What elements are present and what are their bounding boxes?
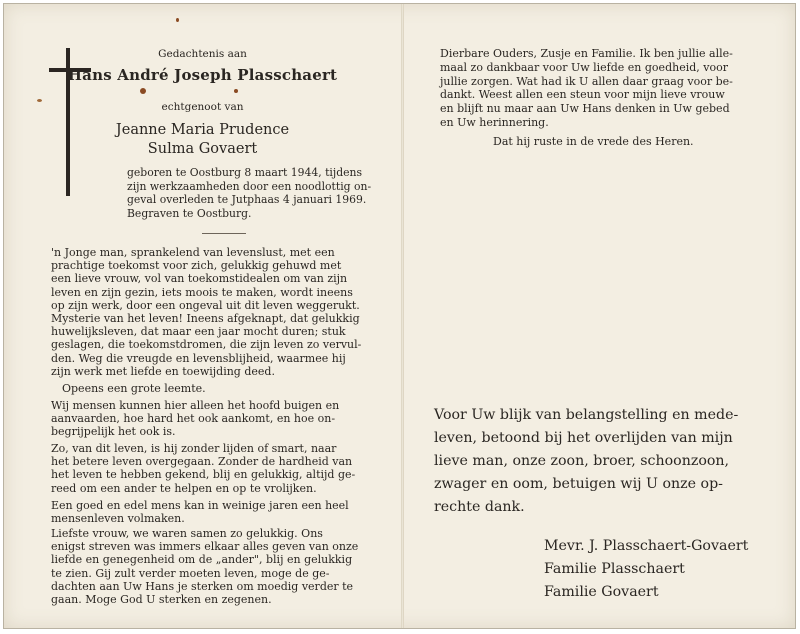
left-page [4, 4, 401, 628]
thanks-line: lieve man, onze zoon, broer, schoonzoon, [434, 453, 730, 469]
message-line: dankt. Weest allen een steun voor mijn lieve vrouw [440, 88, 725, 102]
paper-speck [140, 88, 146, 94]
text-line: Liefste vrouw, we waren samen zo gelukkig. Ons [51, 527, 323, 540]
text-line: 'n Jonge man, sprankelend van levenslust, met een [51, 246, 335, 259]
message-line: en Uw herinnering. [440, 115, 549, 129]
text-paragraph-2 [62, 382, 206, 395]
thanks-message [434, 404, 738, 519]
heading: Gedachtenis aan [158, 48, 247, 60]
biography-line: geval overleden te Jutphaas 4 januari 1969. [127, 193, 367, 206]
text-line: gaan. Moge God U sterken en zegenen. [51, 593, 272, 607]
text-line: Opeens een grote leemte. [62, 382, 206, 395]
text-paragraph-4 [51, 442, 355, 495]
text-paragraph-6 [51, 527, 358, 606]
text-line: enigst streven was immers elkaar alles geven van onze [51, 540, 359, 554]
text-line: te zien. Gij zult verder moeten leven, moge de ge- [51, 566, 330, 580]
text-line: op zijn werk, door een ongeval uit dit leven weggerukt. [51, 298, 360, 312]
right-page [404, 4, 797, 628]
text-line: het betere leven overgegaan. Zonder de hardheid van [51, 455, 353, 469]
rest-line: Dat hij ruste in de vrede des Heren. [493, 135, 694, 148]
text-paragraph-5 [51, 499, 349, 525]
spouse-name-line2: Sulma Govaert [147, 141, 258, 157]
text-line: een lieve vrouw, vol van toekomstidealen om van zijn [51, 272, 348, 286]
signature-line: Familie Plasschaert [544, 561, 685, 577]
biography-line: geboren te Oostburg 8 maart 1944, tijdens [127, 166, 363, 179]
text-line: begrijpelijk het ook is. [51, 425, 176, 439]
text-line: geslagen, die toekomstdromen, die zijn leven zo vervul- [51, 338, 362, 352]
text-line: den. Weg die vreugde en levensblijheid, waarmee hij [51, 351, 346, 365]
deceased-name: Hans André Joseph Plasschaert [67, 66, 338, 84]
message-line: Dierbare Ouders, Zusje en Familie. Ik ben jullie alle- [440, 47, 733, 60]
message-line: maal zo dankbaar voor Uw liefde en goedheid, voor [440, 60, 728, 74]
thanks-line: Voor Uw blijk van belangstelling en mede- [434, 407, 739, 423]
text-paragraph-1 [51, 246, 361, 378]
text-line: liefde en genegenheid om de „ander", blij en gelukkig [51, 553, 353, 567]
thanks-line: zwager en oom, betuigen wij U onze op- [434, 476, 723, 492]
text-line: Zo, van dit leven, is hij zonder lijden of smart, naar [51, 442, 337, 455]
biography-line: zijn werkzaamheden door een noodlottig on- [127, 179, 372, 193]
message-line: en blijft nu maar aan Uw Hans denken in Uw gebed [440, 102, 730, 116]
biography-line: Begraven te Oostburg. [127, 206, 252, 220]
paper-speck [176, 18, 179, 22]
text-line: huwelijksleven, dat maar een jaar mocht duren; stuk [51, 325, 346, 339]
text-line: het leven te hebben gekend, blij en gelukkig, altijd ge- [51, 468, 356, 482]
divider [202, 233, 246, 234]
signature-line: Familie Govaert [544, 584, 659, 600]
text-paragraph-3 [51, 399, 339, 439]
signatures [544, 535, 748, 604]
signature-line: Mevr. J. Plasschaert-Govaert [544, 538, 749, 554]
text-line: dachten aan Uw Hans je sterken om moedig verder te [51, 579, 354, 593]
spouse-intro: echtgenoot van [161, 101, 244, 113]
text-line: Mysterie van het leven! Ineens afgeknapt, dat gelukkig [51, 312, 360, 326]
biography [127, 166, 371, 220]
text-line: leven en zijn gezin, iets moois te maken, wordt ineens [51, 285, 353, 299]
text-line: aanvaarden, hoe hard het ook aankomt, en hoe on- [51, 412, 336, 426]
thanks-line: leven, betoond bij het overlijden van mijn [434, 430, 733, 446]
memorial-card [3, 3, 796, 629]
text-line: reed om een ander te helpen en op te vrolijken. [51, 481, 317, 495]
message [440, 47, 733, 130]
message-line: jullie zorgen. Wat had ik U allen daar graag voor be- [440, 74, 733, 88]
text-line: zijn werk met liefde en toewijding deed. [51, 364, 275, 378]
text-line: Wij mensen kunnen hier alleen het hoofd buigen en [51, 399, 340, 412]
spouse-name-line1: Jeanne Maria Prudence [115, 122, 290, 138]
text-line: mensenleven volmaken. [51, 512, 185, 526]
paper-speck [234, 89, 238, 93]
text-line: Een goed en edel mens kan in weinige jaren een heel [51, 499, 349, 512]
thanks-line: rechte dank. [434, 499, 525, 515]
text-line: prachtige toekomst voor zich, gelukkig gehuwd met [51, 259, 342, 273]
